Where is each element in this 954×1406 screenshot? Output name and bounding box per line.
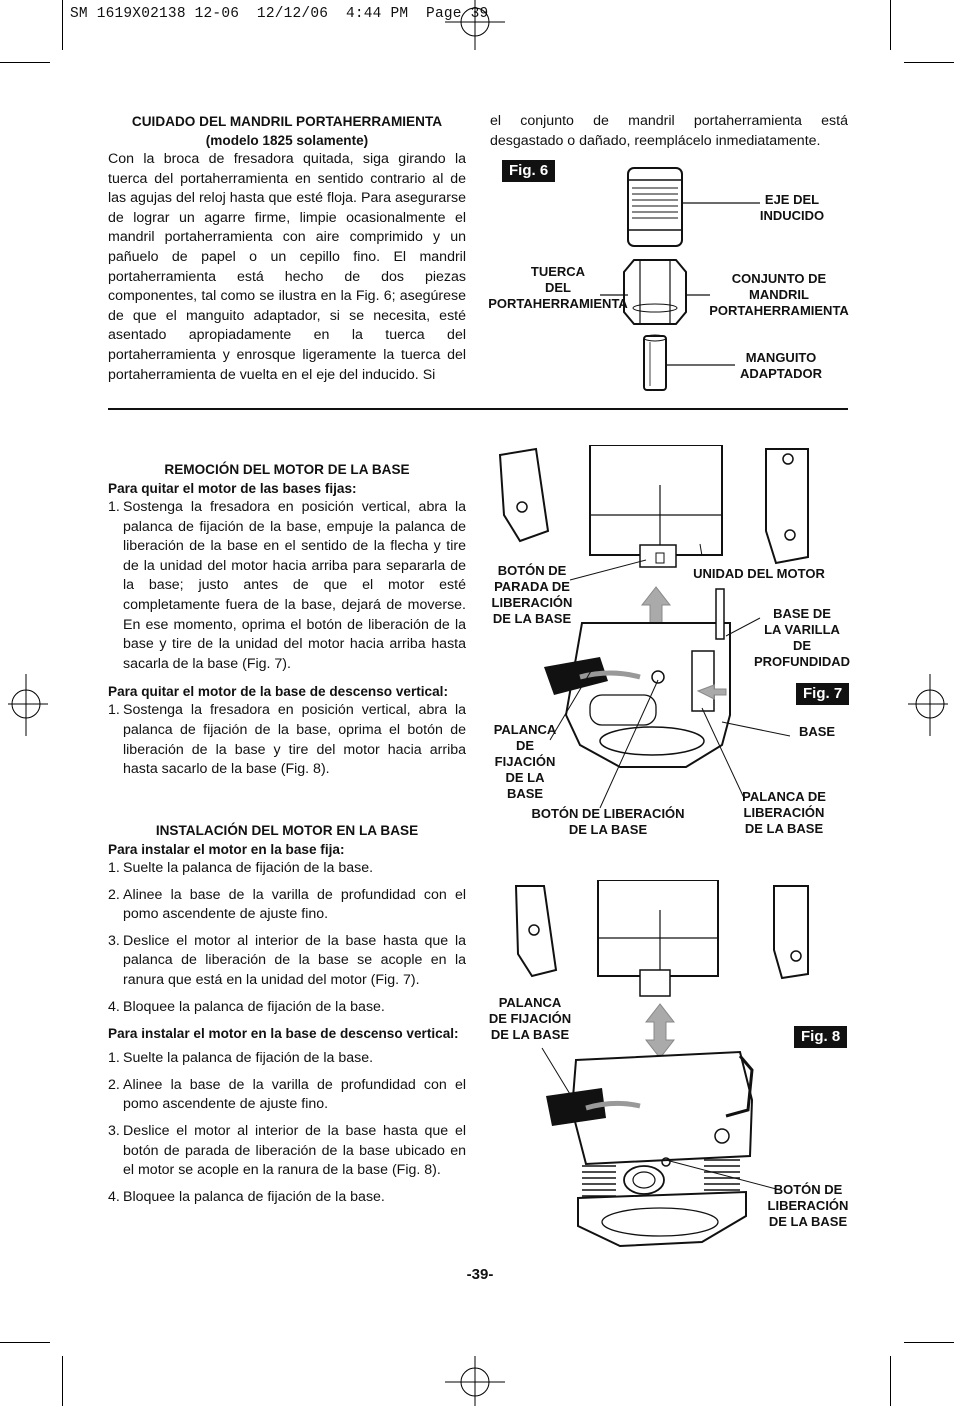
motor-install-section	[108, 821, 466, 1214]
collet-care-continued: el conjunto de mandril portaherramienta está desgastado o dañado, reemplácelo inmediatamente.	[490, 113, 848, 149]
label-release-stop-button: BOTÓN DE PARADA DE LIBERACIÓN DE LA BASE	[491, 563, 573, 626]
label-collet-nut: TUERCA DEL PORTAHERRAMIENTA	[488, 264, 628, 311]
plunge-base-heading: Para instalar el motor en la base de descenso vertical:	[108, 1026, 459, 1042]
fixed-base-heading: Para instalar el motor en la base fija:	[108, 842, 345, 857]
list-item: 1. Suelte la palanca de fijación de la base.	[108, 860, 374, 876]
label-release-button: BOTÓN DE LIBERACIÓN DE LA BASE	[531, 806, 685, 837]
section-subtitle: (modelo 1825 solamente)	[205, 133, 369, 148]
label-armature-shaft: EJE DEL INDUCIDO	[759, 192, 825, 223]
label-release-lever: PALANCA DE LIBERACIÓN DE LA BASE	[742, 789, 826, 836]
crop-mark	[890, 0, 891, 50]
registration-mark-top	[445, 0, 505, 60]
fig8-tag: Fig. 8	[794, 1026, 847, 1048]
label-depth-rod-base: BASE DE LA VARILLA DE PROFUNDIDAD	[753, 606, 851, 669]
label-adapter-sleeve: MANGUITO ADAPTADOR	[739, 350, 823, 381]
crop-mark	[0, 62, 50, 63]
fig6-tag: Fig. 6	[502, 160, 555, 182]
crop-mark	[890, 1356, 891, 1406]
registration-mark-bottom	[445, 1346, 505, 1406]
crop-mark	[904, 1342, 954, 1343]
section-title: INSTALACIÓN DEL MOTOR EN LA BASE	[155, 823, 419, 838]
page-number: -39-	[466, 1266, 494, 1283]
label-collet-assembly: CONJUNTO DE MANDRIL PORTAHERRAMIENTA	[709, 271, 849, 318]
print-slug: SM 1619X02138 12-06 12/12/06 4:44 PM Page 39	[70, 6, 489, 22]
list-item: 2. Alinee la base de la varilla de profundidad con el pomo ascendente de ajuste fino.	[108, 886, 466, 923]
crop-mark	[904, 62, 954, 63]
fixed-base-heading: Para quitar el motor de las bases fijas:	[108, 481, 357, 496]
section-divider	[108, 408, 848, 410]
plunge-base-heading: Para quitar el motor de la base de descenso vertical:	[108, 684, 448, 700]
list-item: 4. Bloquee la palanca de fijación de la base.	[108, 1188, 385, 1205]
list-item: 3. Deslice el motor al interior de la base hasta que el botón de parada de liberación de la base ubicado en el motor se acople en la ranura de la base (Fig. 8).	[108, 1122, 466, 1179]
plunge-removal-steps	[108, 701, 466, 779]
list-item: 1. Sostenga la fresadora en posición vertical, abra la palanca de fijación de la base, oprima el botón de liberación de la base y tire del motor hacia arriba hasta sacarlo de la base (Fig. 8).	[108, 702, 466, 778]
plunge-install-steps	[108, 1049, 466, 1207]
section-title: REMOCIÓN DEL MOTOR DE LA BASE	[164, 462, 410, 477]
collet-care-body: Con la broca de fresadora quitada, siga girando la tuerca del portaherramienta en sentido contrario al de las agujas del reloj hasta que esté floja. Para asegurarse de lograr un agarre firme, limpie ocasionalmente el mandril portaherramienta con aire comprimido y un pañuelo de papel o un cepillo fino. El mandril portaherramienta está hecho de dos piezas componentes, tal como se ilustra en la Fig. 6; asegúrese de que el manguito adaptador, si se necesita, esté asentado apropiadamente en la tuerca del portaherramienta y enrosque ligeramente la tuerca del portaherramienta de vuelta en el eje del inducido. Si	[108, 151, 466, 383]
list-item: 1. Suelte la palanca de fijación de la base.	[108, 1050, 374, 1067]
fig8-leader-lines	[490, 1040, 840, 1200]
registration-mark-right	[904, 670, 954, 740]
label-clamp-lever-fig8: PALANCA DE FIJACIÓN DE LA BASE	[488, 995, 572, 1042]
section-title: CUIDADO DEL MANDRIL PORTAHERRAMIENTA	[131, 114, 443, 129]
registration-mark-left	[0, 670, 50, 740]
collet-care-section	[108, 112, 466, 385]
fixed-install-steps	[108, 859, 466, 1017]
label-motor-unit: UNIDAD DEL MOTOR	[693, 566, 825, 581]
label-clamp-lever: PALANCA DE FIJACIÓN DE LA BASE	[493, 722, 557, 801]
list-item: 4. Bloquee la palanca de fijación de la base.	[108, 998, 385, 1015]
list-item: 1. Sostenga la fresadora en posición vertical, abra la palanca de fijación de la base, empuje la palanca de liberación de la base en el sentido de la flecha y tire de la unidad del motor hacia arriba para separarla de la base; justo antes de que el motor esté completamente fuera de la base, dejará de moverse. En ese momento, oprima el botón de liberación de la base y tire de la unidad del motor hacia arriba hasta sacarla de la base (Fig. 7).	[108, 499, 466, 672]
fixed-removal-steps	[108, 498, 466, 674]
crop-mark	[0, 1342, 50, 1343]
list-item: 3. Deslice el motor al interior de la base hasta que la palanca de liberación de la base se acople en la ranura que está en la unidad del motor (Fig. 7).	[108, 932, 466, 988]
fig7-tag: Fig. 7	[796, 683, 849, 705]
crop-mark	[62, 1356, 63, 1406]
list-item: 2. Alinee la base de la varilla de profundidad con el pomo ascendente de ajuste fino.	[108, 1076, 466, 1113]
label-base: BASE	[798, 724, 836, 739]
label-release-button-fig8: BOTÓN DE LIBERACIÓN DE LA BASE	[767, 1182, 849, 1229]
crop-mark	[62, 0, 63, 50]
motor-removal-section	[108, 460, 466, 780]
